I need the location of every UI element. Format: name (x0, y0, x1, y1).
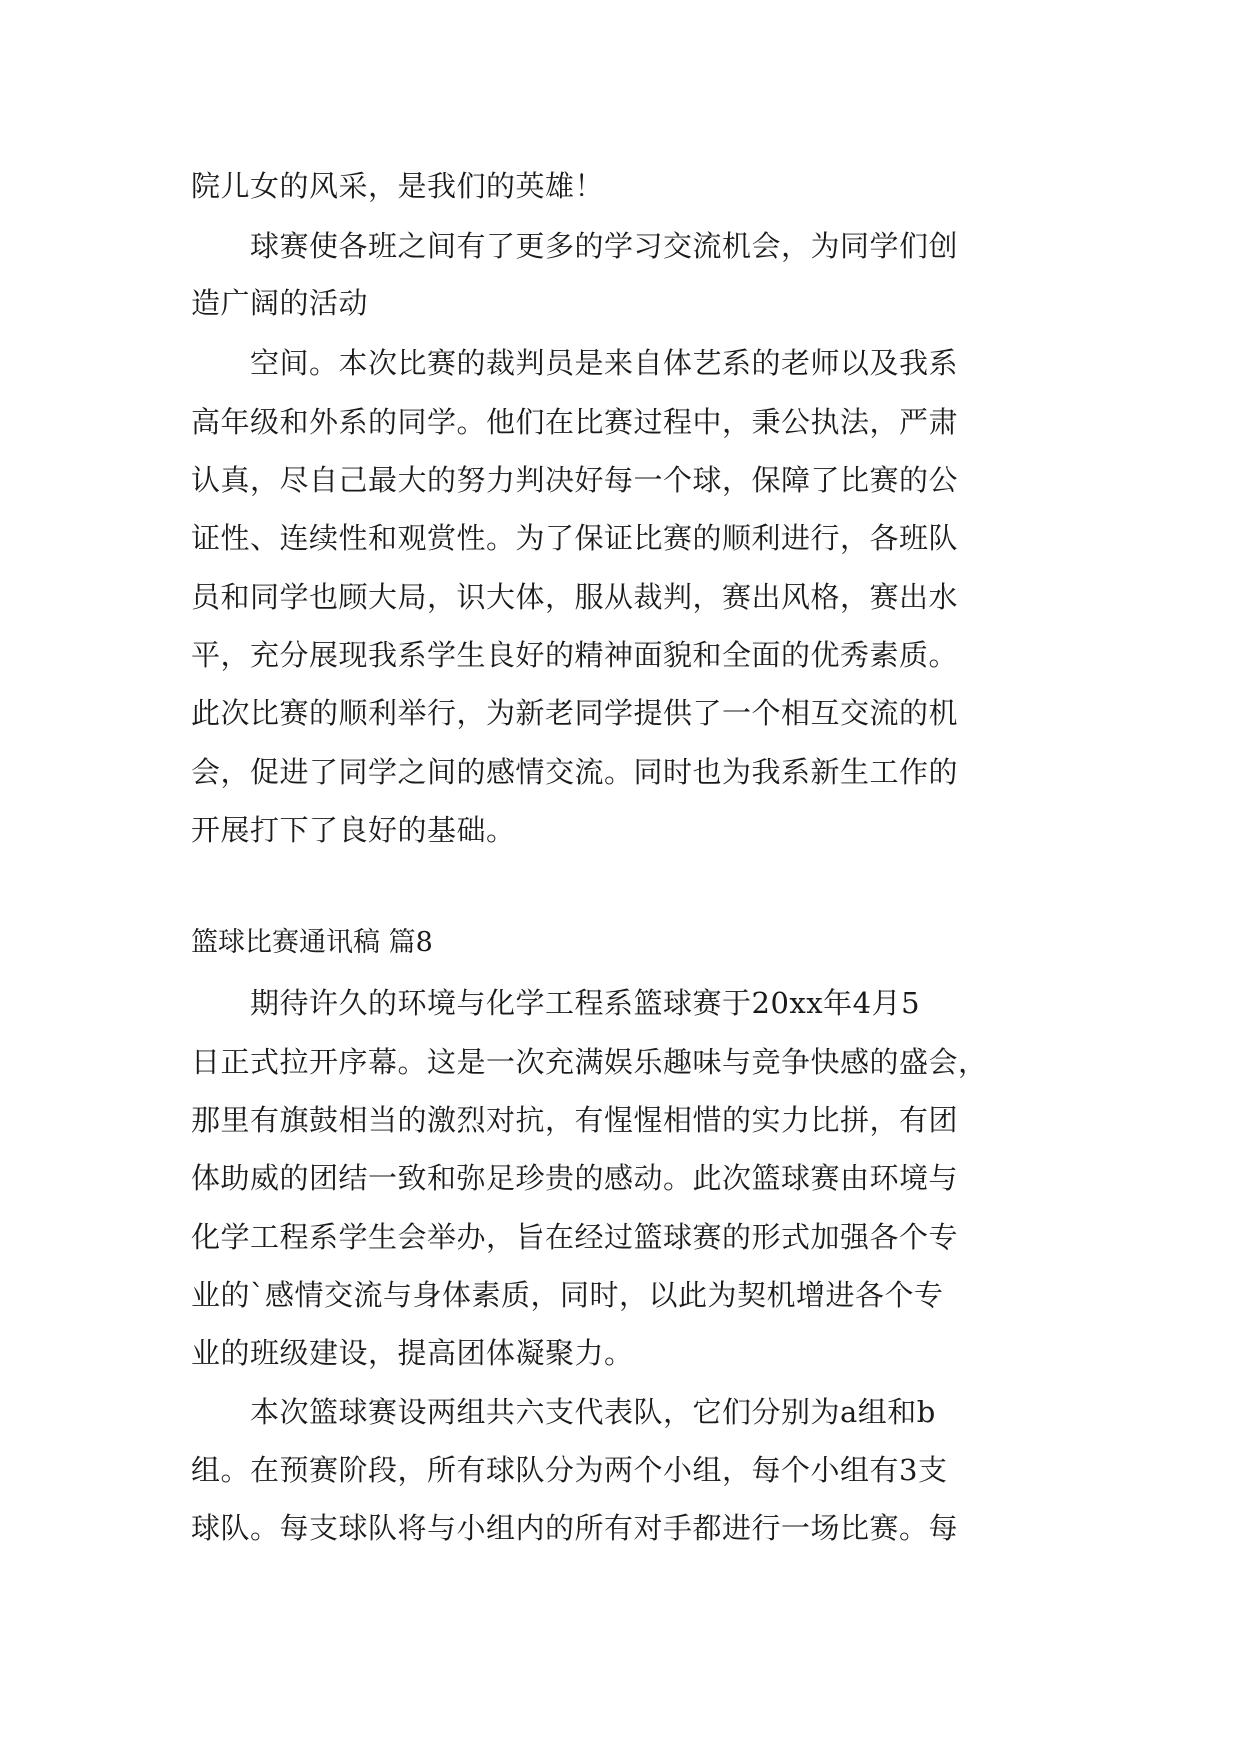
text-line: 平，充分展现我系学生良好的精神面貌和全面的优秀素质。 (191, 638, 959, 672)
section-heading: 篮球比赛通讯稿 篇8 (191, 927, 433, 958)
text-line: 院儿女的风采，是我们的英雄！ (191, 169, 605, 203)
text-line: 认真，尽自己最大的努力判决好每一个球，保障了比赛的公 (191, 463, 959, 497)
text-line: 员和同学也顾大局，识大体，服从裁判，赛出风格，赛出水 (191, 580, 959, 614)
text-line: 球队。每支球队将与小组内的所有对手都进行一场比赛。每 (191, 1511, 959, 1545)
text-line: 日正式拉开序幕。这是一次充满娱乐趣味与竞争快感的盛会， (191, 1045, 988, 1079)
text-line: 化学工程系学生会举办，旨在经过篮球赛的形式加强各个专 (191, 1220, 959, 1254)
text-line: 高年级和外系的同学。他们在比赛过程中，秉公执法，严肃 (191, 405, 959, 439)
text-line: 证性、连续性和观赏性。为了保证比赛的顺利进行，各班队 (191, 521, 959, 555)
text-line: 空间。本次比赛的裁判员是来自体艺系的老师以及我系 (250, 346, 959, 380)
text-line: 期待许久的环境与化学工程系篮球赛于20xx年4月5 (250, 986, 921, 1020)
text-line: 会，促进了同学之间的感情交流。同时也为我系新生工作的 (191, 755, 959, 789)
text-line: 那里有旗鼓相当的激烈对抗，有惺惺相惜的实力比拼，有团 (191, 1103, 959, 1137)
text-line: 体助威的团结一致和弥足珍贵的感动。此次篮球赛由环境与 (191, 1161, 959, 1195)
text-line: 本次篮球赛设两组共六支代表队，它们分别为a组和b (250, 1395, 936, 1429)
text-line: 组。在预赛阶段，所有球队分为两个小组，每个小组有3支 (191, 1453, 948, 1487)
text-line: 业的班级建设，提高团体凝聚力。 (191, 1336, 634, 1370)
text-line: 开展打下了良好的基础。 (191, 813, 516, 847)
text-line: 造广阔的活动 (191, 286, 369, 320)
text-line: 球赛使各班之间有了更多的学习交流机会，为同学们创 (250, 229, 959, 263)
text-line: 业的`感情交流与身体素质，同时，以此为契机增进各个专 (191, 1278, 944, 1312)
text-line: 此次比赛的顺利举行，为新老同学提供了一个相互交流的机 (191, 696, 959, 730)
